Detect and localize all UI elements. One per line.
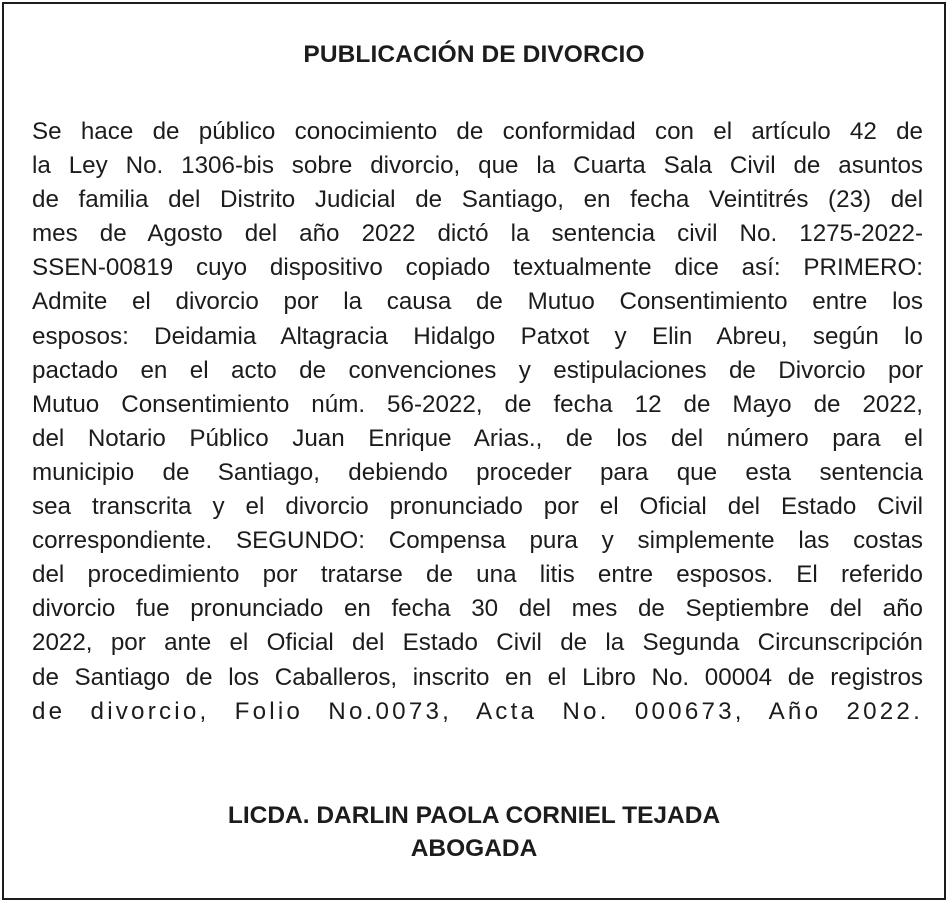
body-line: Admite el divorcio por la causa de Mutuo Consentimiento entre los bbox=[32, 288, 923, 316]
body-line: sea transcrita y el divorcio pronunciado por el Oficial del Estado Civil bbox=[32, 493, 923, 521]
body-line: Mutuo Consentimiento núm. 56-2022, de fecha 12 de Mayo de 2022, bbox=[32, 390, 923, 418]
signature-block bbox=[4, 799, 944, 865]
body-line: del procedimiento por tratarse de una litis entre esposos. El referido bbox=[32, 561, 923, 589]
body-line: del Notario Público Juan Enrique Arias., de los del número para el bbox=[32, 424, 923, 452]
notice-title: PUBLICACIÓN DE DIVORCIO bbox=[303, 41, 645, 68]
body-line: de Santiago de los Caballeros, inscrito en el Libro No. 00004 de registros bbox=[32, 663, 923, 691]
body-line: 2022, por ante el Oficial del Estado Civil de la Segunda Circunscripción bbox=[32, 629, 923, 657]
body-line: mes de Agosto del año 2022 dictó la sentencia civil No. 1275-2022- bbox=[32, 220, 923, 248]
signatory-role: ABOGADA bbox=[410, 835, 538, 862]
body-line: esposos: Deidamia Altagracia Hidalgo Patxot y Elin Abreu, según lo bbox=[32, 322, 923, 350]
notice-body bbox=[32, 115, 923, 729]
body-line: de familia del Distrito Judicial de Santiago, en fecha Veintitrés (23) del bbox=[32, 186, 923, 214]
body-line: pactado en el acto de convenciones y estipulaciones de Divorcio por bbox=[32, 356, 923, 384]
signatory-name: LICDA. DARLIN PAOLA CORNIEL TEJADA bbox=[227, 802, 721, 829]
divorce-notice bbox=[2, 2, 946, 900]
body-line: Se hace de público conocimiento de conformidad con el artículo 42 de bbox=[32, 118, 923, 145]
body-line: correspondiente. SEGUNDO: Compensa pura y simplemente las costas bbox=[32, 527, 923, 555]
body-line-last: de divorcio, Folio No.0073, Acta No. 000673, Año 2022. bbox=[32, 697, 923, 725]
body-line: la Ley No. 1306-bis sobre divorcio, que la Cuarta Sala Civil de asuntos bbox=[32, 152, 923, 180]
body-line: municipio de Santiago, debiendo proceder para que esta sentencia bbox=[32, 458, 923, 486]
body-line: SSEN-00819 cuyo dispositivo copiado textualmente dice así: PRIMERO: bbox=[32, 254, 923, 282]
body-line: divorcio fue pronunciado en fecha 30 del mes de Septiembre del año bbox=[32, 595, 923, 623]
